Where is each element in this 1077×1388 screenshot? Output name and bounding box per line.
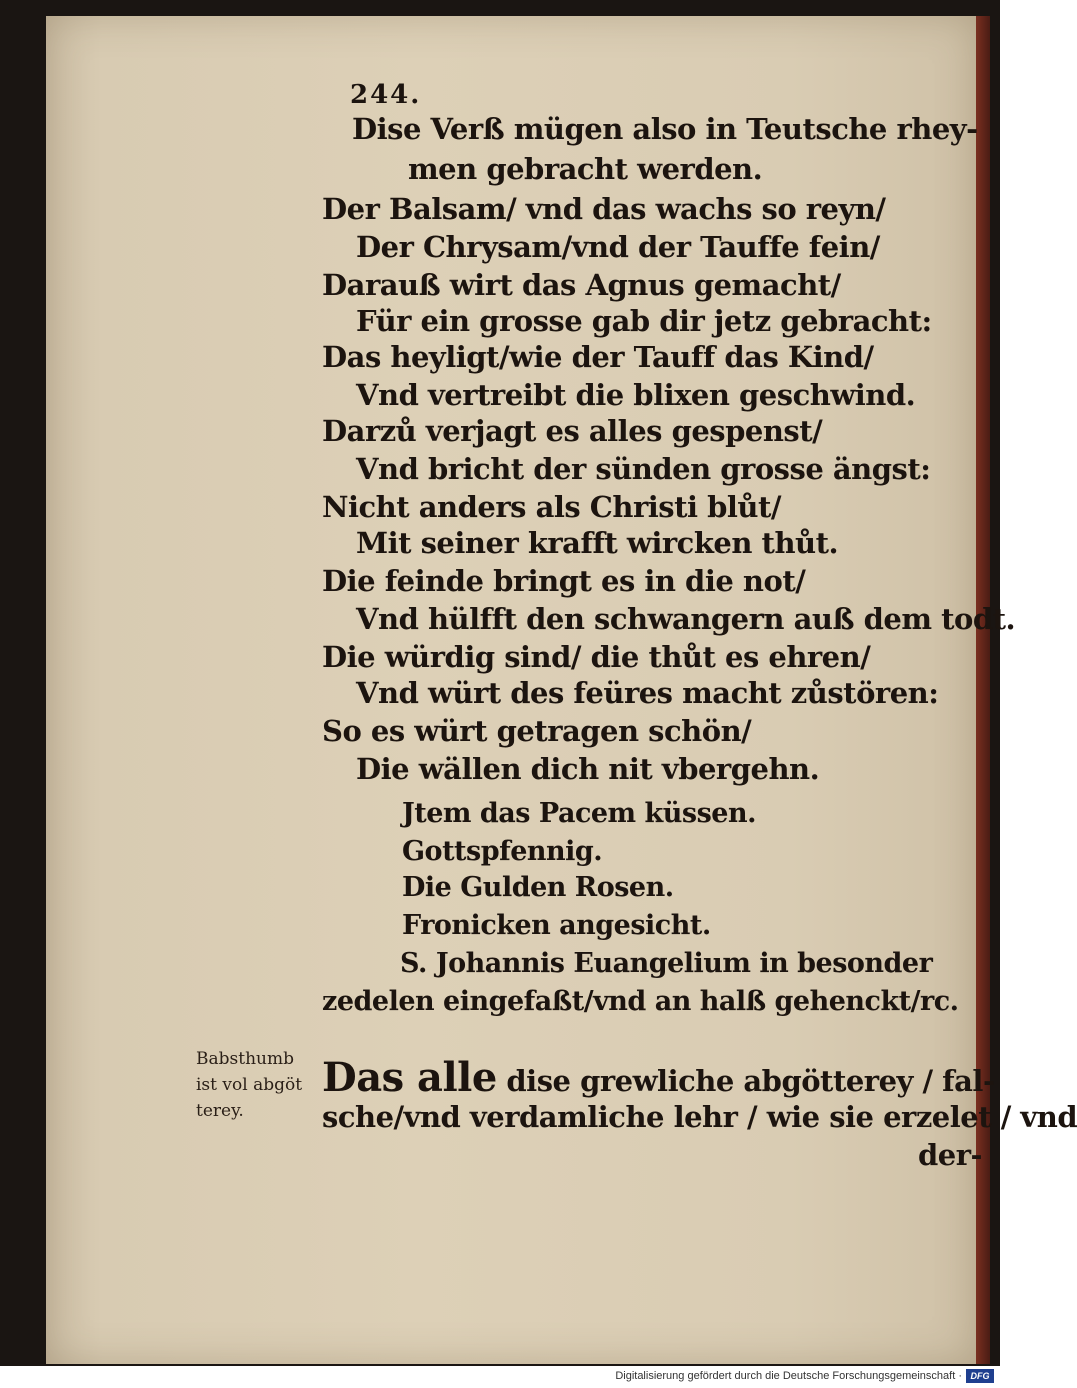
- verse-line: Die wällen dich nit vbergehn.: [356, 752, 820, 786]
- margin-note: [196, 1046, 302, 1124]
- footer: [0, 1366, 1000, 1388]
- verse-line: Darzů verjagt es alles gespenst/: [322, 414, 823, 448]
- list-item: Jtem das Pacem küssen.: [402, 798, 756, 829]
- list-item: Die Gulden Rosen.: [402, 872, 674, 903]
- verse-line: Das heyligt/wie der Tauff das Kind/: [322, 340, 874, 374]
- verse-line: men gebracht werden.: [408, 152, 763, 186]
- footer-credit: Digitalisierung gefördert durch die Deutsche Forschungsgemeinschaft ·: [615, 1370, 962, 1382]
- verse-line: Vnd würt des feüres macht zůstören:: [356, 676, 939, 710]
- verse-line: Vnd vertreibt die blixen geschwind.: [356, 378, 916, 412]
- verse-line: Der Chrysam/vnd der Tauffe fein/: [356, 230, 880, 264]
- paragraph-line-3: der‑: [918, 1138, 983, 1172]
- paragraph-text: dise grewliche abgötterey / fal‑: [496, 1064, 995, 1098]
- paragraph-line-2: sche/vnd verdamliche lehr / wie sie erzelet / vnd: [322, 1100, 1077, 1134]
- verse-line: Vnd hülfft den schwangern auß dem todt.: [356, 602, 1016, 636]
- margin-note-line: ist vol abgöt: [196, 1075, 303, 1095]
- page-number: 244.: [350, 80, 422, 110]
- list-item: S. Johannis Euangelium in besonder: [400, 948, 933, 979]
- paragraph-line-1: [322, 1054, 994, 1101]
- verse-line: So es würt getragen schön/: [322, 714, 752, 748]
- verse-line: Die feinde bringt es in die not/: [322, 564, 806, 598]
- verse-line: Nicht anders als Christi blůt/: [322, 490, 781, 524]
- list-item: zedelen eingefaßt/vnd an halß gehenckt/rc.: [322, 986, 959, 1017]
- paragraph-initial: Das alle: [322, 1054, 497, 1101]
- list-item: Gottspfennig.: [402, 836, 603, 867]
- margin-note-line: terey.: [196, 1101, 244, 1121]
- dfg-logo[interactable]: DFG: [966, 1369, 994, 1383]
- verse-line: Die würdig sind/ die thůt es ehren/: [322, 640, 871, 674]
- verse-line: Darauß wirt das Agnus gemacht/: [322, 268, 841, 302]
- verse-line: Vnd bricht der sünden grosse ängst:: [356, 452, 931, 486]
- verse-line: Für ein grosse gab dir jetz gebracht:: [356, 304, 932, 338]
- verse-line: Der Balsam/ vnd das wachs so reyn/: [322, 192, 886, 226]
- verse-line: Mit seiner krafft wircken thůt.: [356, 526, 839, 560]
- verse-line: Dise Verß mügen also in Teutsche rhey‑: [352, 112, 978, 146]
- margin-note-line: Babsthumb: [196, 1049, 294, 1069]
- list-item: Fronicken angesicht.: [402, 910, 711, 941]
